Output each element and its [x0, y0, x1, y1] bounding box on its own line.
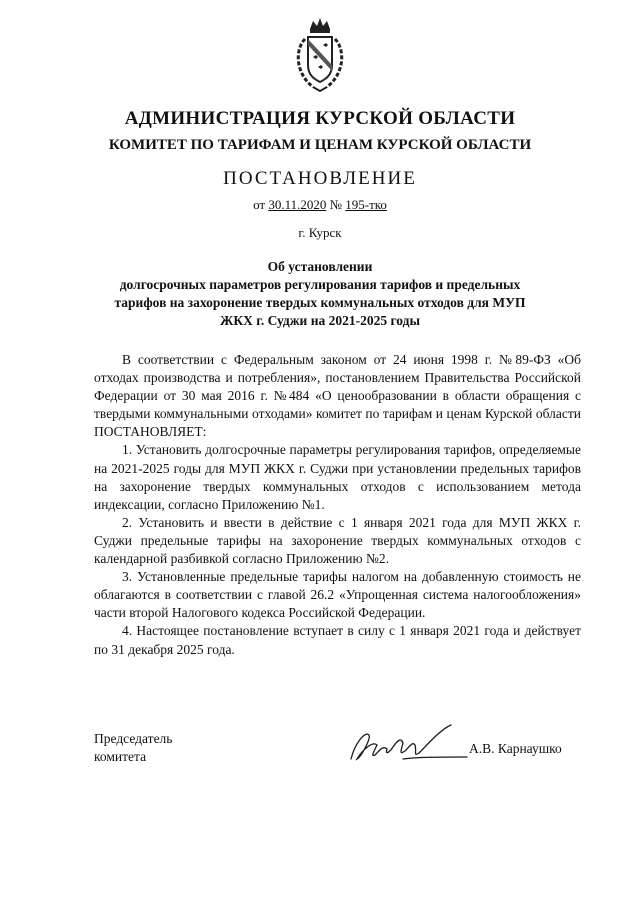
city: г. Курск — [298, 225, 342, 240]
handwritten-signature — [343, 723, 468, 768]
subject-line: тарифов на захоронение твердых коммунальных отходов для МУП — [114, 295, 526, 310]
document-type: ПОСТАНОВЛЕНИЕ — [223, 168, 417, 189]
document-subject — [0, 258, 640, 330]
org-title: АДМИНИСТРАЦИЯ КУРСКОЙ ОБЛАСТИ — [124, 108, 516, 129]
clause-2: 2. Установить и ввести в действие с 1 января 2021 года для МУП ЖКХ г. Суджи предельные тарифы на захоронение твердых коммунальных отходов с календарной разбивкой согласно Приложению №2. — [94, 514, 581, 567]
coat-of-arms-icon — [291, 15, 349, 93]
preamble-paragraph: В соответствии с Федеральным законом от 24 июня 1998 г. №89-ФЗ «Об отходах производства и потребления», постановлением Правительства Российской Федерации от 30 мая 2016 г. №484 «О ценообразовании в области обращения с твердыми коммунальными отходами» комитет по тарифам и ценам Курской области ПОСТАНОВЛЯЕТ: — [94, 352, 581, 440]
clause-4: 4. Настоящее постановление вступает в силу с 1 января 2021 года и действует по 31 декабря 2025 года. — [94, 623, 581, 657]
clause-3: 3. Установленные предельные тарифы налогом на добавленную стоимость не облагаются в соответствии с главой 26.2 «Упрощенная система налогообложения» части второй Налогового кодекса Российской Федерации. — [94, 569, 581, 621]
subject-line: Об установлении — [267, 259, 373, 274]
number-prefix: № — [329, 197, 343, 212]
subject-line: долгосрочных параметров регулирования тарифов и предельных — [119, 277, 521, 292]
subject-line: ЖКХ г. Суджи на 2021-2025 годы — [219, 313, 420, 328]
document-body — [94, 351, 581, 659]
signatory-title-line: комитета — [94, 749, 147, 764]
committee-title: КОМИТЕТ ПО ТАРИФАМ И ЦЕНАМ КУРСКОЙ ОБЛАСТИ — [108, 137, 532, 153]
document-date: 30.11.2020 — [268, 197, 327, 212]
clause-1: 1. Установить долгосрочные параметры регулирования тарифов, определяемые на 2021-2025 годы для МУП ЖКХ г. Суджи при установлении предельных тарифов на захоронение твердых коммунальных отходов с использованием метода индексации, согласно Приложению №1. — [94, 442, 581, 512]
document-number: 195-тко — [345, 197, 387, 212]
date-prefix: от — [253, 197, 266, 212]
date-number-line — [0, 197, 640, 213]
signatory-name: А.В. Карнаушко — [469, 741, 562, 756]
signatory-title-line: Председатель — [94, 731, 173, 746]
signatory-title — [94, 730, 172, 766]
